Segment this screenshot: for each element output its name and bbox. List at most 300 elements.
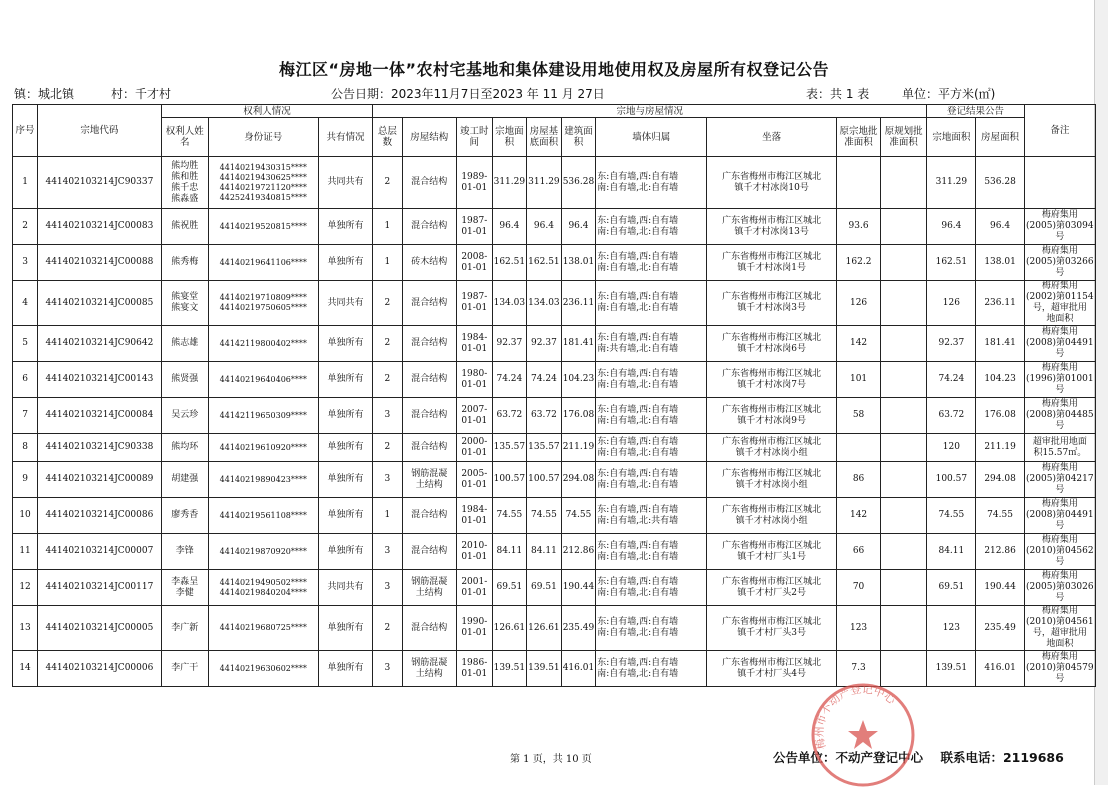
cell-land: 162.51 <box>492 245 527 281</box>
cell-base: 135.57 <box>527 434 562 462</box>
cell-code: 441402103214JC00089 <box>38 462 162 498</box>
cell-land: 74.55 <box>492 498 527 534</box>
cell-floors: 1 <box>373 498 402 534</box>
cell-ids: 44140219890423**** <box>208 462 318 498</box>
cell-share: 单独所有 <box>318 606 372 651</box>
cell-walls: 东:自有墙,西:自有墙 南:自有墙,北:自有墙 <box>596 570 707 606</box>
cell-share: 单独所有 <box>318 534 372 570</box>
cell-structure: 混合结构 <box>402 326 456 362</box>
cell-floors: 3 <box>373 651 402 687</box>
header-build-area: 建筑面积 <box>561 118 596 157</box>
header-owner-name: 权利人姓名 <box>161 118 208 157</box>
cell-land: 69.51 <box>492 570 527 606</box>
cell-share: 共同共有 <box>318 281 372 326</box>
cell-names: 熊均环 <box>161 434 208 462</box>
cell-ids: 44140219610920**** <box>208 434 318 462</box>
official-seal-stamp <box>808 680 918 790</box>
page-number: 第 1 页，共 10 页 <box>510 754 592 765</box>
cell-build: 235.49 <box>561 606 596 651</box>
cell-names: 廖秀香 <box>161 498 208 534</box>
cell-base: 63.72 <box>527 398 562 434</box>
cell-share: 单独所有 <box>318 326 372 362</box>
registration-table <box>12 104 1096 687</box>
table-row <box>13 651 1096 687</box>
header-group-land: 宗地与房屋情况 <box>373 105 927 118</box>
village-label: 村：千才村 <box>111 87 172 101</box>
cell-floors: 3 <box>373 570 402 606</box>
cell-structure: 钢筋混凝 土结构 <box>402 651 456 687</box>
cell-orig <box>837 434 881 462</box>
cell-share: 共同共有 <box>318 157 372 209</box>
cell-rland: 84.11 <box>927 534 976 570</box>
cell-structure: 混合结构 <box>402 209 456 245</box>
header-location: 坐落 <box>707 118 837 157</box>
cell-remark: 梅府集用 (2005)第03094 号 <box>1024 209 1095 245</box>
cell-names: 熊祝胜 <box>161 209 208 245</box>
header-share: 共有情况 <box>318 118 372 157</box>
cell-remark: 梅府集用 (2002)第01154 号，超审批用 地面积 <box>1026 281 1094 324</box>
cell-walls: 东:自有墙,西:自有墙 南:自有墙,北:自有墙 <box>596 534 707 570</box>
cell-rland: 139.51 <box>927 651 976 687</box>
cell-structure: 混合结构 <box>402 362 456 398</box>
cell-plan <box>881 606 927 651</box>
cell-rland: 100.57 <box>927 462 976 498</box>
table-row <box>13 209 1096 245</box>
cell-names: 熊志雄 <box>161 326 208 362</box>
cell-code: 441402103214JC00005 <box>38 606 162 651</box>
cell-share: 单独所有 <box>318 462 372 498</box>
cell-walls: 东:自有墙,西:自有墙 南:共有墙,北:自有墙 <box>596 326 707 362</box>
cell-seq: 10 <box>13 498 38 534</box>
cell-seq: 11 <box>13 534 38 570</box>
header-orig-plan: 原规划批准面积 <box>881 118 927 157</box>
cell-ids: 44142119650309**** <box>208 398 318 434</box>
cell-remark: 梅府集用 (2010)第04561 号，超审批用 地面积 <box>1026 606 1094 649</box>
cell-remark: 梅府集用 (1996)第01001 号 <box>1024 362 1095 398</box>
cell-ids: 44140219520815**** <box>208 209 318 245</box>
cell-orig: 126 <box>837 281 881 326</box>
cell-code: 441402103214JC00086 <box>38 498 162 534</box>
cell-build: 212.86 <box>561 534 596 570</box>
table-row <box>13 398 1096 434</box>
header-structure: 房屋结构 <box>402 118 456 157</box>
table-row <box>13 157 1096 209</box>
cell-land: 135.57 <box>492 434 527 462</box>
cell-rland: 126 <box>927 281 976 326</box>
cell-ids: 44140219561108**** <box>208 498 318 534</box>
cell-year: 1984- 01-01 <box>457 498 493 534</box>
cell-remark <box>1024 157 1095 209</box>
cell-rland: 123 <box>927 606 976 651</box>
cell-floors: 2 <box>373 434 402 462</box>
cell-year: 2001- 01-01 <box>457 570 493 606</box>
cell-names: 李淼呈 李健 <box>161 570 208 606</box>
cell-orig: 93.6 <box>837 209 881 245</box>
cell-location: 广东省梅州市梅江区城北 镇千才村冰岗10号 <box>707 157 837 209</box>
cell-share: 单独所有 <box>318 362 372 398</box>
cell-location: 广东省梅州市梅江区城北 镇千才村厂头2号 <box>707 570 837 606</box>
cell-remark: 梅府集用 (2008)第04491 号 <box>1024 498 1095 534</box>
cell-floors: 2 <box>373 157 402 209</box>
cell-plan <box>881 534 927 570</box>
header-orig-approved: 原宗地批准面积 <box>837 118 881 157</box>
cell-seq: 13 <box>13 606 38 651</box>
cell-year: 2008- 01-01 <box>457 245 493 281</box>
cell-code: 441402103214JC00006 <box>38 651 162 687</box>
cell-land: 311.29 <box>492 157 527 209</box>
cell-walls: 东:自有墙,西:自有墙 南:自有墙,北:自有墙 <box>596 281 707 326</box>
header-base-area: 房屋基底面积 <box>527 118 562 157</box>
table-row <box>13 362 1096 398</box>
cell-names: 胡建强 <box>161 462 208 498</box>
header-land-area: 宗地面积 <box>492 118 527 157</box>
cell-rhouse: 536.28 <box>976 157 1024 209</box>
table-row <box>13 534 1096 570</box>
cell-walls: 东:自有墙,西:自有墙 南:自有墙,北:自有墙 <box>596 157 707 209</box>
cell-code: 441402103214JC00084 <box>38 398 162 434</box>
table-row <box>13 245 1096 281</box>
cell-rhouse: 96.4 <box>976 209 1024 245</box>
cell-build: 536.28 <box>561 157 596 209</box>
cell-build: 104.23 <box>561 362 596 398</box>
table-row <box>13 462 1096 498</box>
cell-floors: 1 <box>373 245 402 281</box>
cell-walls: 东:自有墙,西:自有墙 南:自有墙,北:自有墙 <box>596 462 707 498</box>
cell-names: 熊秀梅 <box>161 245 208 281</box>
cell-share: 单独所有 <box>318 245 372 281</box>
cell-names: 李广新 <box>161 606 208 651</box>
cell-location: 广东省梅州市梅江区城北 镇千才村厂头4号 <box>707 651 837 687</box>
cell-location: 广东省梅州市梅江区城北 镇千才村冰岗3号 <box>707 281 837 326</box>
cell-rland: 69.51 <box>927 570 976 606</box>
cell-floors: 3 <box>373 398 402 434</box>
cell-remark: 梅府集用 (2005)第04217 号 <box>1024 462 1095 498</box>
cell-remark: 超审批用地面 积15.57㎡。 <box>1024 434 1095 462</box>
cell-land: 134.03 <box>492 281 527 326</box>
cell-build: 190.44 <box>561 570 596 606</box>
cell-year: 1980- 01-01 <box>457 362 493 398</box>
cell-floors: 1 <box>373 209 402 245</box>
page-title: 梅江区“房地一体”农村宅基地和集体建设用地使用权及房屋所有权登记公告 <box>278 60 830 79</box>
cell-rhouse: 181.41 <box>976 326 1024 362</box>
cell-names: 熊均胜 熊和胜 熊千忠 熊淼盛 <box>161 157 208 209</box>
cell-plan <box>881 157 927 209</box>
table-row <box>13 434 1096 462</box>
cell-location: 广东省梅州市梅江区城北 镇千才村厂头3号 <box>707 606 837 651</box>
cell-base: 74.55 <box>527 498 562 534</box>
cell-structure: 混合结构 <box>402 157 456 209</box>
cell-seq: 9 <box>13 462 38 498</box>
cell-rland: 311.29 <box>927 157 976 209</box>
cell-remark: 梅府集用 (2010)第04562 号 <box>1024 534 1095 570</box>
header-seq: 序号 <box>13 105 38 157</box>
cell-walls: 东:自有墙,西:自有墙 南:自有墙,北:自有墙 <box>596 434 707 462</box>
cell-location: 广东省梅州市梅江区城北 镇千才村冰岗13号 <box>707 209 837 245</box>
cell-seq: 14 <box>13 651 38 687</box>
cell-floors: 2 <box>373 281 402 326</box>
cell-rhouse: 74.55 <box>976 498 1024 534</box>
cell-floors: 2 <box>373 326 402 362</box>
cell-rhouse: 416.01 <box>976 651 1024 687</box>
cell-structure: 混合结构 <box>402 606 456 651</box>
cell-code: 441402103214JC00007 <box>38 534 162 570</box>
cell-share: 单独所有 <box>318 209 372 245</box>
cell-remark: 梅府集用 (2005)第03266 号 <box>1024 245 1095 281</box>
cell-land: 74.24 <box>492 362 527 398</box>
header-walls: 墙体归属 <box>596 118 707 157</box>
cell-year: 1984- 01-01 <box>457 326 493 362</box>
header-code: 宗地代码 <box>38 105 162 157</box>
cell-share: 单独所有 <box>318 498 372 534</box>
header-remark: 备注 <box>1024 105 1095 157</box>
cell-seq: 3 <box>13 245 38 281</box>
cell-land: 96.4 <box>492 209 527 245</box>
cell-ids: 44142119800402**** <box>208 326 318 362</box>
cell-code: 441402103214JC00088 <box>38 245 162 281</box>
cell-location: 广东省梅州市梅江区城北 镇千才村冰岗小组 <box>707 434 837 462</box>
cell-base: 69.51 <box>527 570 562 606</box>
cell-ids: 44140219630602**** <box>208 651 318 687</box>
table-row <box>13 498 1096 534</box>
cell-build: 181.41 <box>561 326 596 362</box>
cell-seq: 5 <box>13 326 38 362</box>
cell-seq: 1 <box>13 157 38 209</box>
cell-remark: 梅府集用 (2010)第04579 号 <box>1024 651 1095 687</box>
cell-rland: 92.37 <box>927 326 976 362</box>
cell-structure: 钢筋混凝 土结构 <box>402 570 456 606</box>
table-row <box>13 281 1096 326</box>
header-year: 竣工时间 <box>457 118 493 157</box>
cell-share: 共同共有 <box>318 570 372 606</box>
cell-code: 441402103214JC00083 <box>38 209 162 245</box>
cell-base: 100.57 <box>527 462 562 498</box>
town-label: 镇：城北镇 <box>14 87 75 101</box>
cell-orig: 58 <box>837 398 881 434</box>
cell-rhouse: 104.23 <box>976 362 1024 398</box>
cell-build: 74.55 <box>561 498 596 534</box>
cell-rhouse: 235.49 <box>976 606 1024 651</box>
cell-remark: 梅府集用 (2005)第03026 号 <box>1024 570 1095 606</box>
cell-location: 广东省梅州市梅江区城北 镇千才村冰岗6号 <box>707 326 837 362</box>
cell-year: 2000- 01-01 <box>457 434 493 462</box>
cell-plan <box>881 326 927 362</box>
cell-build: 96.4 <box>561 209 596 245</box>
cell-walls: 东:自有墙,西:自有墙 南:自有墙,北:自有墙 <box>596 651 707 687</box>
cell-seq: 7 <box>13 398 38 434</box>
cell-floors: 3 <box>373 462 402 498</box>
cell-plan <box>881 281 927 326</box>
cell-code: 441402103214JC00117 <box>38 570 162 606</box>
cell-names: 李广干 <box>161 651 208 687</box>
cell-plan <box>881 398 927 434</box>
cell-floors: 2 <box>373 606 402 651</box>
header-result-house: 房屋面积 <box>976 118 1024 157</box>
cell-walls: 东:自有墙,西:自有墙 南:自有墙,北:自有墙 <box>596 209 707 245</box>
table-body <box>13 157 1096 687</box>
cell-floors: 3 <box>373 534 402 570</box>
cell-location: 广东省梅州市梅江区城北 镇千才村冰岗小组 <box>707 462 837 498</box>
cell-build: 211.19 <box>561 434 596 462</box>
cell-floors: 2 <box>373 362 402 398</box>
cell-year: 1987- 01-01 <box>457 281 493 326</box>
cell-ids: 44140219680725**** <box>208 606 318 651</box>
cell-rhouse: 294.08 <box>976 462 1024 498</box>
cell-build: 176.08 <box>561 398 596 434</box>
header-floors: 总层数 <box>373 118 402 157</box>
header-result-land: 宗地面积 <box>927 118 976 157</box>
cell-land: 126.61 <box>492 606 527 651</box>
cell-remark: 梅府集用 (2008)第04485 号 <box>1024 398 1095 434</box>
unit-label: 单位：平方米(㎡) <box>902 87 996 101</box>
cell-names: 熊贤强 <box>161 362 208 398</box>
cell-rland: 96.4 <box>927 209 976 245</box>
cell-base: 162.51 <box>527 245 562 281</box>
cell-rland: 63.72 <box>927 398 976 434</box>
cell-plan <box>881 245 927 281</box>
header-group-owner: 权利人情况 <box>161 105 373 118</box>
cell-plan <box>881 362 927 398</box>
cell-build: 416.01 <box>561 651 596 687</box>
cell-names: 吴云珍 <box>161 398 208 434</box>
cell-rland: 162.51 <box>927 245 976 281</box>
cell-rland: 74.55 <box>927 498 976 534</box>
cell-names: 熊宴堂 熊宴文 <box>161 281 208 326</box>
cell-plan <box>881 462 927 498</box>
announcement-date: 公告日期：2023年11月7日至2023 年 11 月 27日 <box>331 87 605 101</box>
cell-structure: 混合结构 <box>402 498 456 534</box>
cell-year: 1990- 01-01 <box>457 606 493 651</box>
cell-build: 294.08 <box>561 462 596 498</box>
cell-seq: 8 <box>13 434 38 462</box>
issuing-unit: 公告单位：不动产登记中心 <box>773 750 924 765</box>
cell-base: 96.4 <box>527 209 562 245</box>
cell-base: 126.61 <box>527 606 562 651</box>
contact-phone: 联系电话：2119686 <box>940 750 1064 765</box>
cell-year: 2005- 01-01 <box>457 462 493 498</box>
cell-seq: 6 <box>13 362 38 398</box>
cell-build: 236.11 <box>561 281 596 326</box>
sheet-count: 表：共 1 表 <box>806 87 870 101</box>
cell-walls: 东:自有墙,西:自有墙 南:自有墙,北:自有墙 <box>596 398 707 434</box>
cell-seq: 12 <box>13 570 38 606</box>
cell-location: 广东省梅州市梅江区城北 镇千才村冰岗小组 <box>707 498 837 534</box>
cell-year: 2007- 01-01 <box>457 398 493 434</box>
cell-orig <box>837 157 881 209</box>
cell-plan <box>881 570 927 606</box>
cell-rhouse: 236.11 <box>976 281 1024 326</box>
cell-plan <box>881 209 927 245</box>
cell-rhouse: 190.44 <box>976 570 1024 606</box>
cell-land: 92.37 <box>492 326 527 362</box>
cell-names: 李锋 <box>161 534 208 570</box>
cell-location: 广东省梅州市梅江区城北 镇千才村冰岗7号 <box>707 362 837 398</box>
page-edge <box>1094 0 1108 785</box>
cell-orig: 86 <box>837 462 881 498</box>
cell-walls: 东:自有墙,西:自有墙 南:自有墙,北:自有墙 <box>596 606 707 651</box>
cell-seq: 2 <box>13 209 38 245</box>
cell-ids: 44140219641106**** <box>208 245 318 281</box>
cell-ids: 44140219870920**** <box>208 534 318 570</box>
cell-base: 139.51 <box>527 651 562 687</box>
table-row <box>13 570 1096 606</box>
cell-walls: 东:自有墙,西:自有墙 南:自有墙,北:自有墙 <box>596 245 707 281</box>
cell-land: 84.11 <box>492 534 527 570</box>
cell-structure: 钢筋混凝 土结构 <box>402 462 456 498</box>
cell-walls: 东:自有墙,西:自有墙 南:自有墙,北:自有墙 <box>596 362 707 398</box>
cell-seq: 4 <box>13 281 38 326</box>
header-id: 身份证号 <box>208 118 318 157</box>
cell-code: 441402103214JC90642 <box>38 326 162 362</box>
cell-base: 92.37 <box>527 326 562 362</box>
cell-share: 单独所有 <box>318 398 372 434</box>
cell-code: 441402103214JC90338 <box>38 434 162 462</box>
cell-structure: 混合结构 <box>402 281 456 326</box>
cell-base: 84.11 <box>527 534 562 570</box>
cell-orig: 66 <box>837 534 881 570</box>
cell-orig: 123 <box>837 606 881 651</box>
cell-year: 1987- 01-01 <box>457 209 493 245</box>
cell-structure: 混合结构 <box>402 534 456 570</box>
cell-structure: 混合结构 <box>402 398 456 434</box>
cell-build: 138.01 <box>561 245 596 281</box>
cell-structure: 混合结构 <box>402 434 456 462</box>
cell-rhouse: 176.08 <box>976 398 1024 434</box>
cell-rland: 120 <box>927 434 976 462</box>
cell-orig: 7.3 <box>837 651 881 687</box>
cell-land: 139.51 <box>492 651 527 687</box>
cell-base: 74.24 <box>527 362 562 398</box>
cell-year: 1986- 01-01 <box>457 651 493 687</box>
cell-year: 1989- 01-01 <box>457 157 493 209</box>
cell-base: 134.03 <box>527 281 562 326</box>
cell-rhouse: 212.86 <box>976 534 1024 570</box>
cell-ids: 44140219710809**** 44140219750605**** <box>208 281 318 326</box>
cell-orig: 101 <box>837 362 881 398</box>
cell-ids: 44140219640406**** <box>208 362 318 398</box>
cell-location: 广东省梅州市梅江区城北 镇千才村冰岗9号 <box>707 398 837 434</box>
cell-ids: 44140219430315**** 44140219430625**** 44140219721120**** 44252419340815**** <box>208 157 318 209</box>
cell-orig: 70 <box>837 570 881 606</box>
cell-land: 63.72 <box>492 398 527 434</box>
cell-rhouse: 211.19 <box>976 434 1024 462</box>
cell-plan <box>881 434 927 462</box>
cell-rland: 74.24 <box>927 362 976 398</box>
cell-code: 441402103214JC00085 <box>38 281 162 326</box>
stamp-text: 梅州市不动产登记中心 <box>812 682 898 751</box>
cell-orig: 162.2 <box>837 245 881 281</box>
cell-remark: 梅府集用 (2008)第04491 号 <box>1024 326 1095 362</box>
cell-code: 441402103214JC00143 <box>38 362 162 398</box>
cell-year: 2010- 01-01 <box>457 534 493 570</box>
table-row <box>13 326 1096 362</box>
cell-share: 单独所有 <box>318 651 372 687</box>
table-row <box>13 606 1096 651</box>
cell-land: 100.57 <box>492 462 527 498</box>
cell-location: 广东省梅州市梅江区城北 镇千才村厂头1号 <box>707 534 837 570</box>
header-group-result: 登记结果公告 <box>927 105 1024 118</box>
cell-structure: 砖木结构 <box>402 245 456 281</box>
cell-orig: 142 <box>837 326 881 362</box>
cell-rhouse: 138.01 <box>976 245 1024 281</box>
cell-walls: 东:自有墙,西:自有墙 南:自有墙,北:共有墙 <box>596 498 707 534</box>
cell-plan <box>881 498 927 534</box>
cell-location: 广东省梅州市梅江区城北 镇千才村冰岗1号 <box>707 245 837 281</box>
cell-code: 441402103214JC90337 <box>38 157 162 209</box>
cell-base: 311.29 <box>527 157 562 209</box>
cell-ids: 44140219490502**** 44140219840204**** <box>208 570 318 606</box>
cell-share: 单独所有 <box>318 434 372 462</box>
cell-orig: 142 <box>837 498 881 534</box>
